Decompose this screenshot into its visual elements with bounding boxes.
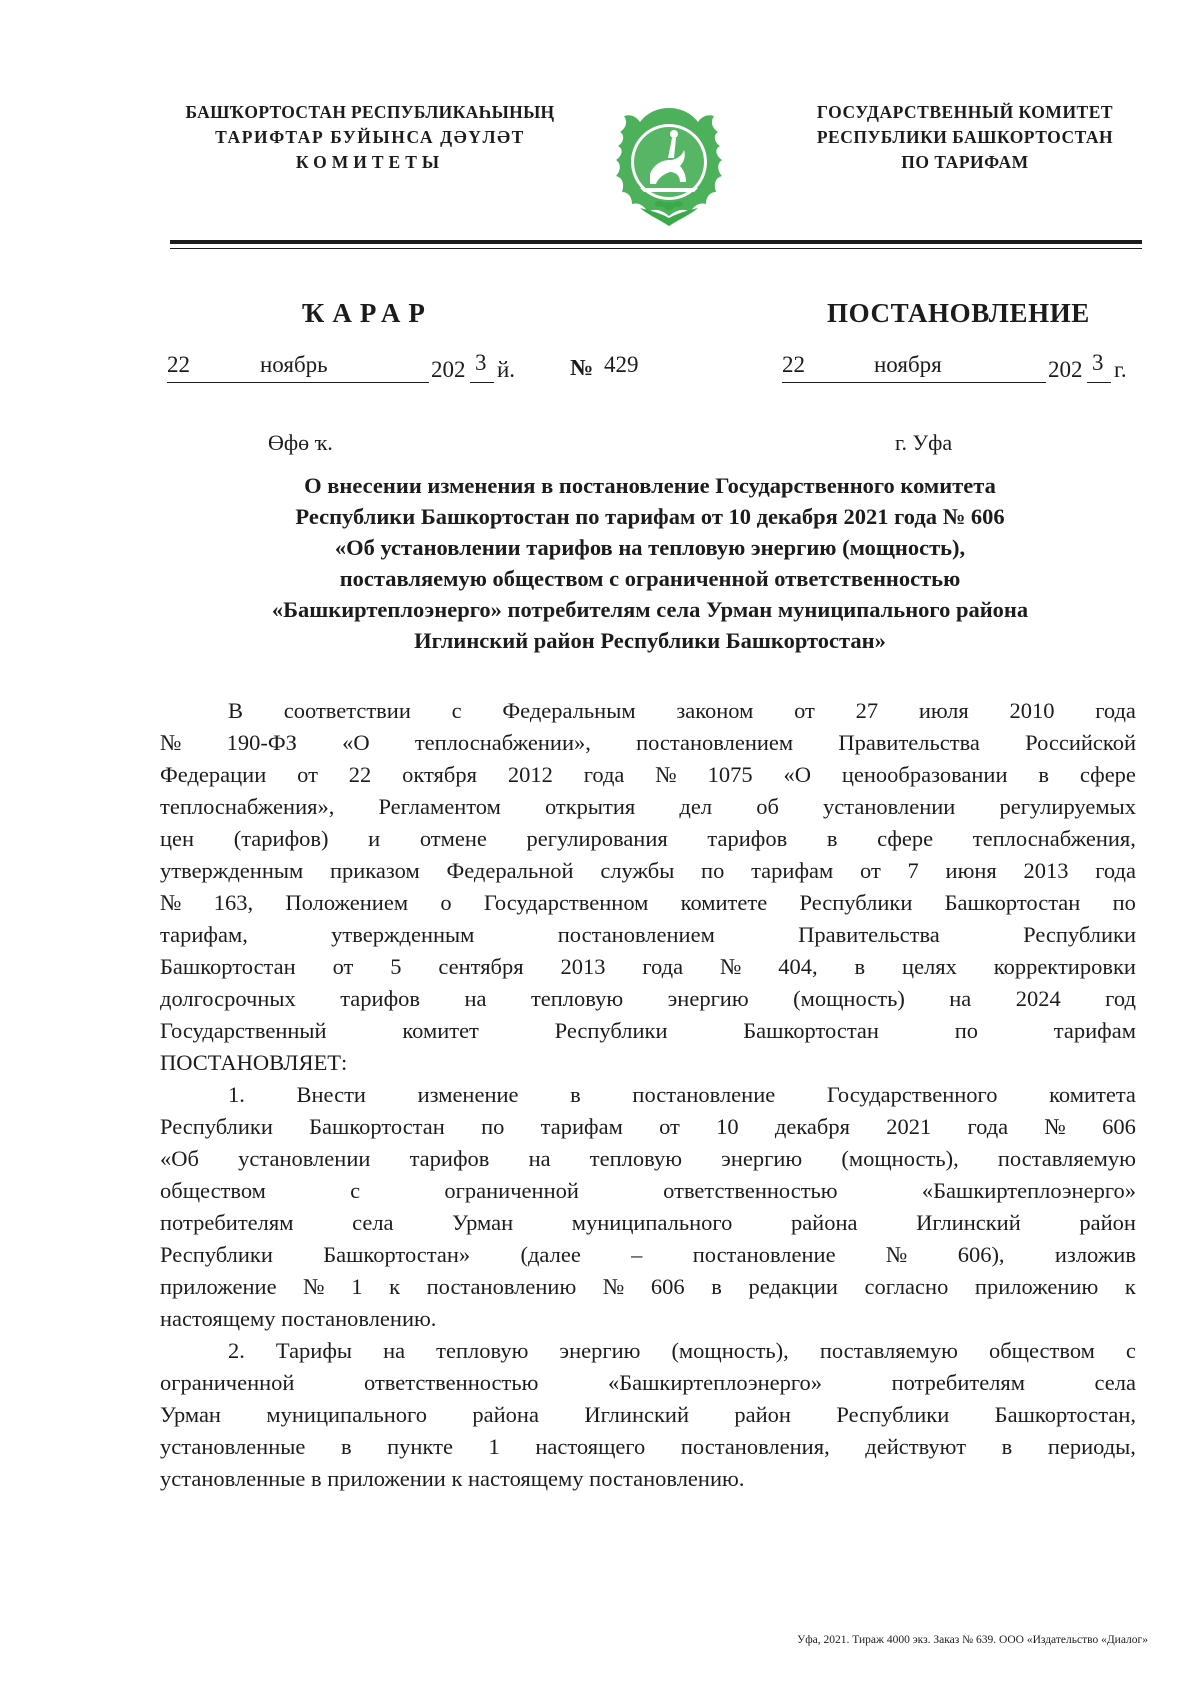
body-line: ПОСТАНОВЛЯЕТ:: [160, 1050, 348, 1075]
left-year-prefix: 202: [431, 357, 466, 382]
body-line: настоящему постановлению.: [160, 1306, 437, 1331]
right-year-suffix: г.: [1114, 357, 1127, 382]
header-left-line: БАШҠОРТОСТАН РЕСПУБЛИКАҺЫНЫҢ: [185, 102, 555, 122]
body-line: Государственный комитет Республики Башкортостан по тарифам: [160, 1018, 1136, 1043]
document-title-line: «Башкиртеплоэнерго» потребителям села Урман муниципального района: [271, 597, 1029, 622]
right-day: 22: [782, 352, 805, 377]
city-bashkir: Өфө ҡ.: [268, 430, 333, 455]
header-right-line: ГОСУДАРСТВЕННЫЙ КОМИТЕТ: [816, 102, 1114, 122]
decision-title-bashkir: ҠАРАР: [302, 298, 433, 328]
body-line: 2. Тарифы на тепловую энергию (мощность), поставляемую обществом с: [228, 1338, 1136, 1363]
left-year-digit: 3: [475, 350, 487, 375]
document-title-line: поставляемую обществом с ограниченной ответственностью: [339, 566, 961, 591]
right-year-digit: 3: [1092, 350, 1104, 375]
document-title: [170, 470, 1130, 656]
left-month: ноябрь: [260, 352, 328, 377]
body-line: 1. Внести изменение в постановление Государственного комитета: [228, 1082, 1136, 1107]
left-day: 22: [167, 352, 190, 377]
left-month-underline: [233, 382, 429, 383]
header-right-line: ПО ТАРИФАМ: [901, 152, 1029, 172]
body-line: Республики Башкортостан по тарифам от 10 декабря 2021 года № 606: [160, 1114, 1136, 1139]
right-year-underline: [1087, 382, 1111, 383]
body-line: установленные в приложении к настоящему постановлению.: [160, 1466, 745, 1491]
body-line: приложение № 1 к постановлению № 606 в редакции согласно приложению к: [160, 1274, 1136, 1299]
body-line: «Об установлении тарифов на тепловую энергию (мощность), поставляемую: [160, 1146, 1136, 1171]
header-right-line: РЕСПУБЛИКИ БАШКОРТОСТАН: [816, 127, 1114, 147]
printing-footer: Уфа, 2021. Тираж 4000 экз. Заказ № 639. ООО «Издательство «Диалог»: [797, 1634, 1148, 1646]
body-line: обществом с ограниченной ответственностью «Башкиртеплоэнерго»: [160, 1178, 1136, 1203]
city-russian: г. Уфа: [895, 430, 953, 455]
header-divider-thick: [170, 240, 1142, 244]
bashkortostan-emblem-icon: [610, 104, 728, 228]
body-line: утвержденным приказом Федеральной службы по тарифам от 7 июня 2013 года: [160, 858, 1136, 883]
right-month: ноября: [874, 352, 942, 377]
left-year-underline: [470, 382, 494, 383]
left-year-suffix: й.: [497, 357, 516, 382]
left-day-underline: [167, 382, 233, 383]
document-body: [160, 695, 1136, 1495]
body-line: установленные в пункте 1 настоящего постановления, действуют в периоды,: [160, 1434, 1136, 1459]
decision-number: 429: [604, 352, 639, 377]
body-line: ограниченной ответственностью «Башкиртеплоэнерго» потребителям села: [160, 1370, 1136, 1395]
right-year-prefix: 202: [1048, 357, 1083, 382]
header-right-russian: [775, 100, 1155, 175]
body-line: Республики Башкортостан» (далее – постановление № 606), изложив: [160, 1242, 1136, 1267]
right-day-underline: [782, 382, 870, 383]
body-line: № 163, Положением о Государственном комитете Республики Башкортостан по: [160, 890, 1136, 915]
decision-title-russian: ПОСТАНОВЛЕНИЕ: [827, 298, 1090, 328]
body-line: цен (тарифов) и отмене регулирования тарифов в сфере теплоснабжения,: [160, 826, 1136, 851]
body-line: Башкортостан от 5 сентября 2013 года № 404, в целях корректировки: [160, 954, 1136, 979]
header-divider-thin: [170, 248, 1142, 249]
header-left-line: ТАРИФТАР БУЙЫНСА ДӘҮЛӘТ: [215, 127, 525, 147]
document-title-line: О внесении изменения в постановление Государственного комитета: [304, 473, 996, 498]
document-title-line: Иглинский район Республики Башкортостан»: [414, 628, 886, 653]
header-left-line: КОМИТЕТЫ: [295, 152, 445, 172]
body-line: № 190-ФЗ «О теплоснабжении», постановлением Правительства Российской: [160, 730, 1136, 755]
document-title-line: «Об установлении тарифов на тепловую энергию (мощность),: [334, 535, 966, 560]
body-line: Урман муниципального района Иглинский район Республики Башкортостан,: [160, 1402, 1136, 1427]
body-line: теплоснабжения», Регламентом открытия дел об установлении регулируемых: [160, 794, 1136, 819]
body-line: В соответствии с Федеральным законом от 27 июля 2010 года: [228, 698, 1136, 723]
right-month-underline: [870, 382, 1046, 383]
header-left-bashkir: [160, 100, 580, 175]
body-line: долгосрочных тарифов на тепловую энергию (мощность) на 2024 год: [160, 986, 1136, 1011]
document-title-line: Республики Башкортостан по тарифам от 10 декабря 2021 года № 606: [295, 504, 1005, 529]
body-line: потребителям села Урман муниципального района Иглинский район: [160, 1210, 1136, 1235]
body-line: тарифам, утвержденным постановлением Правительства Республики: [160, 922, 1136, 947]
number-sign: №: [570, 355, 594, 380]
body-line: Федерации от 22 октября 2012 года № 1075 «О ценообразовании в сфере: [160, 762, 1136, 787]
